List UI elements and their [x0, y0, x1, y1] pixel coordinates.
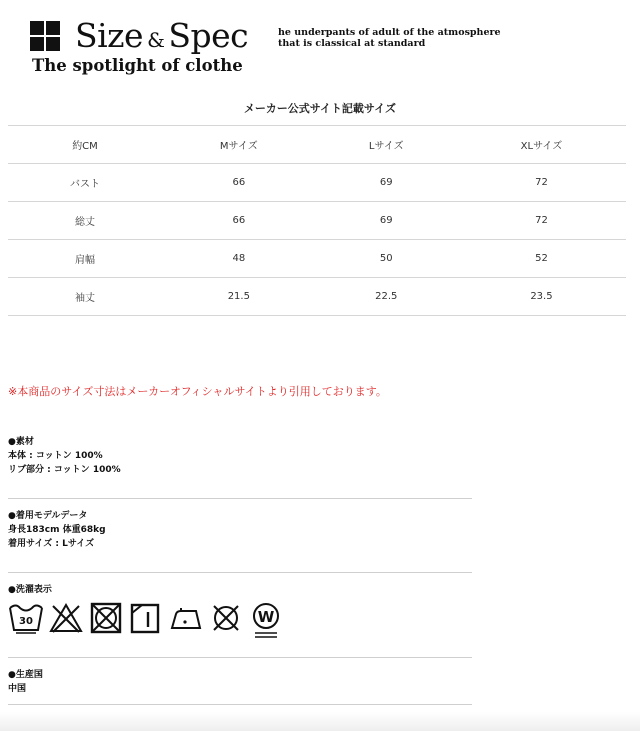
- column-header: Lサイズ: [316, 126, 457, 164]
- table-cell: 23.5: [457, 278, 626, 316]
- section-divider: [8, 657, 472, 658]
- footer-band: [0, 712, 640, 731]
- row-label: 袖丈: [8, 278, 162, 316]
- no-bleach-icon: [48, 600, 84, 636]
- table-cell: 66: [162, 202, 316, 240]
- brand-header: [30, 18, 630, 78]
- table-row: [8, 278, 626, 316]
- row-label: バスト: [8, 164, 162, 202]
- no-tumble-dry-icon: [88, 600, 124, 636]
- care-heading: ●洗濯表示: [8, 585, 52, 595]
- origin-value: 中国: [8, 684, 27, 694]
- material-heading: ●素材: [8, 437, 34, 447]
- brand-title: Size & Spec: [75, 16, 249, 55]
- tagline-line-1: he underpants of adult of the atmosphere: [278, 27, 501, 38]
- origin-heading: ●生産国: [8, 670, 43, 680]
- table-cell: 48: [162, 240, 316, 278]
- brand-subtitle: The spotlight of clothe: [32, 56, 243, 75]
- line-dry-icon: [128, 600, 164, 636]
- size-table: [8, 125, 626, 316]
- logo-grid-icon: [30, 21, 60, 51]
- no-dry-clean-icon: [208, 600, 244, 636]
- wet-clean-letter: W: [257, 608, 275, 626]
- brand-tagline: [278, 27, 501, 49]
- section-divider: [8, 498, 472, 499]
- table-cell: 69: [316, 202, 457, 240]
- size-table-header-row: [8, 126, 626, 164]
- iron-low-icon: [168, 600, 204, 636]
- material-line: 本体 : コットン 100%: [8, 451, 103, 461]
- model-section: [8, 509, 472, 551]
- table-cell: 72: [457, 164, 626, 202]
- table-cell: 50: [316, 240, 457, 278]
- care-section: [8, 583, 472, 597]
- table-row: [8, 240, 626, 278]
- table-row: [8, 202, 626, 240]
- material-section: [8, 435, 472, 477]
- table-cell: 72: [457, 202, 626, 240]
- table-cell: 22.5: [316, 278, 457, 316]
- table-cell: 21.5: [162, 278, 316, 316]
- section-divider: [8, 572, 472, 573]
- column-header: XLサイズ: [457, 126, 626, 164]
- row-label: 総丈: [8, 202, 162, 240]
- model-line: 身長183cm 体重68kg: [8, 525, 106, 535]
- section-divider: [8, 704, 472, 705]
- model-heading: ●着用モデルデータ: [8, 511, 88, 521]
- table-cell: 52: [457, 240, 626, 278]
- table-cell: 66: [162, 164, 316, 202]
- column-header: 約CM: [8, 126, 162, 164]
- model-line: 着用サイズ : Lサイズ: [8, 539, 95, 549]
- wash-30-icon: [8, 600, 44, 636]
- origin-section: [8, 668, 472, 696]
- tagline-line-2: that is classical at standard: [278, 38, 426, 49]
- column-header: Mサイズ: [162, 126, 316, 164]
- table-cell: 69: [316, 164, 457, 202]
- row-label: 肩幅: [8, 240, 162, 278]
- size-source-notice: ※本商品のサイズ寸法はメーカーオフィシャルサイトより引用しております。: [8, 385, 387, 398]
- wash-temp: 30: [19, 616, 33, 627]
- material-line: リブ部分 : コットン 100%: [8, 465, 121, 475]
- table-row: [8, 164, 626, 202]
- wet-clean-icon: [248, 600, 284, 640]
- size-table-title: メーカー公式サイト記載サイズ: [243, 102, 397, 115]
